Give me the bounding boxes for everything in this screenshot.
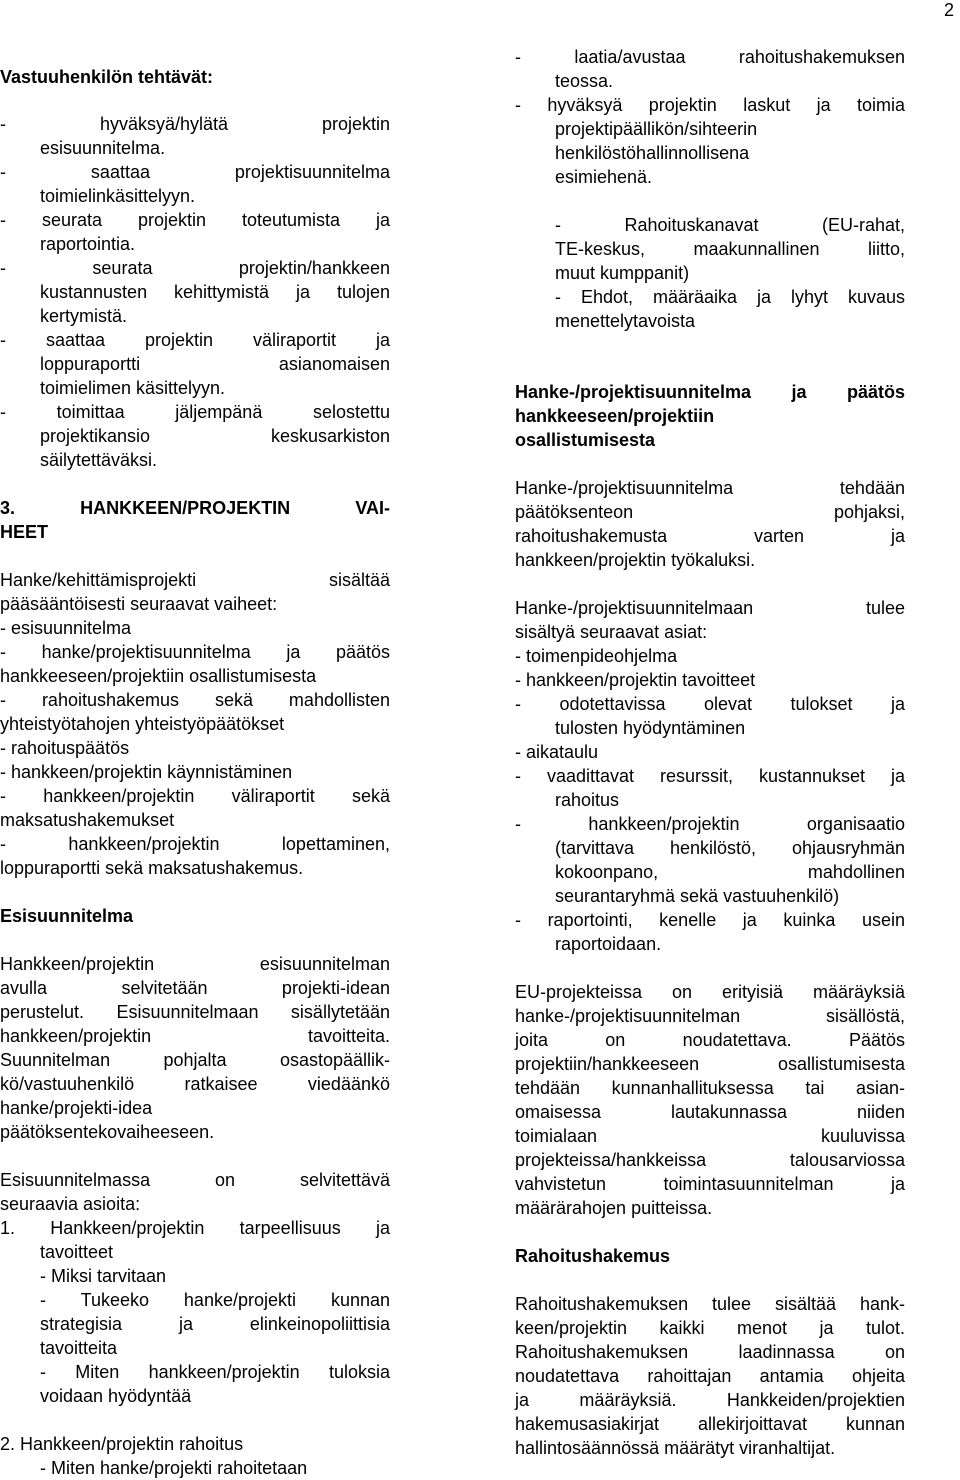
text-line: Suunnitelman pohjalta osastopäällik- xyxy=(0,1050,390,1070)
text-line: projekteissa/hankkeissa talousarviossa xyxy=(515,1150,905,1170)
list-item-cont: raportoidaan. xyxy=(555,934,662,954)
text-line: Hanke-/projektisuunnitelmaan tulee xyxy=(515,598,905,618)
text-line: ja määräyksiä. Hankkeiden/projektien xyxy=(515,1390,905,1410)
text-line: noudatettava rahoittajan antamia ohjeita xyxy=(515,1366,905,1386)
section-heading-plan-cont: osallistumisesta xyxy=(515,430,656,450)
duty-line: projektipäällikön/sihteerin xyxy=(555,119,758,139)
funding-list xyxy=(515,213,905,333)
duty-line: - seurata projektin/hankkeen xyxy=(0,258,390,278)
text-line: Hankkeen/projektin esisuunnitelman xyxy=(0,954,390,974)
text-line: - rahoituspäätös xyxy=(0,738,130,758)
text-line: yhteistyötahojen yhteistyöpäätökset xyxy=(0,714,285,734)
duty-line: - hyväksyä/hylätä projektin xyxy=(0,114,390,134)
plan-paragraph xyxy=(515,476,905,572)
eu-paragraph xyxy=(515,980,905,1220)
text-line: - hankkeen/projektin väliraportit sekä xyxy=(0,786,390,806)
text-line: loppuraportti sekä maksatushakemus. xyxy=(0,858,304,878)
duty-line: - toimittaa jäljempänä selostettu xyxy=(0,402,390,422)
text-line: hankkeen/projektin työkaluksi. xyxy=(515,550,756,570)
text-line: perustelut. Esisuunnitelmaan sisällytetään xyxy=(0,1002,390,1022)
text-line: Rahoitushakemuksen laadinnassa on xyxy=(515,1342,905,1362)
list-item-cont: rahoitus xyxy=(555,790,620,810)
plan-items-list xyxy=(515,644,905,956)
numbered-item-1: 1. Hankkeen/projektin tarpeellisuus ja xyxy=(0,1218,390,1238)
text-line: muut kumppanit) xyxy=(555,263,690,283)
rahoitushakemus-paragraph xyxy=(515,1292,905,1460)
heading-responsible-duties: Vastuuhenkilön tehtävät: xyxy=(0,67,214,87)
numbered-item-1-details xyxy=(0,1240,390,1408)
list-item-cont: (tarvittava henkilöstö, ohjausryhmän xyxy=(555,838,905,858)
text-line: toimialaan kuuluvissa xyxy=(515,1126,905,1146)
duty-line: - saattaa projektin väliraportit ja xyxy=(0,330,390,350)
text-line: määrärahojen puitteissa. xyxy=(515,1198,713,1218)
section-heading-plan: Hanke-/projektisuunnitelma ja päätös xyxy=(515,382,905,402)
text-line: hanke/projekti-idea xyxy=(0,1098,153,1118)
text-line: - Miten hankkeen/projektin tuloksia xyxy=(40,1362,390,1382)
text-line: vahvistetun toimintasuunnitelman ja xyxy=(515,1174,905,1194)
list-item: - toimenpideohjelma xyxy=(515,646,678,666)
text-line: sisältyä seuraavat asiat: xyxy=(515,622,708,642)
text-line: - Rahoituskanavat (EU-rahat, xyxy=(555,215,905,235)
text-line: avulla selvitetään projekti-idean xyxy=(0,978,390,998)
duty-line: raportointia. xyxy=(40,234,136,254)
text-line: seuraavia asioita: xyxy=(0,1194,141,1214)
page-number: 2 xyxy=(943,0,954,20)
duties-list xyxy=(0,112,390,472)
duty-line: - saattaa projektisuunnitelma xyxy=(0,162,390,182)
esisuunnitelma-paragraph xyxy=(0,952,390,1144)
phases-paragraph xyxy=(0,568,390,880)
text-line: - esisuunnitelma xyxy=(0,618,132,638)
text-line: kö/vastuuhenkilö ratkaisee viedäänkö xyxy=(0,1074,390,1094)
duty-line: esimiehenä. xyxy=(555,167,653,187)
duty-line: kertymistä. xyxy=(40,306,128,326)
list-item: - raportointi, kenelle ja kuinka usein xyxy=(515,910,905,930)
text-line: tehdään kunnanhallituksessa tai asian- xyxy=(515,1078,905,1098)
text-line: hakemusasiakirjat allekirjoittavat kunnan xyxy=(515,1414,905,1434)
text-line: päätöksenteon pohjaksi, xyxy=(515,502,905,522)
duty-line: toimielimen käsittelyyn. xyxy=(40,378,226,398)
list-item: - hankkeen/projektin organisaatio xyxy=(515,814,905,834)
duty-line: projektikansio keskusarkiston xyxy=(40,426,390,446)
list-item-cont: tulosten hyödyntäminen xyxy=(555,718,746,738)
duty-line: kustannusten kehittymistä ja tulojen xyxy=(40,282,390,302)
list-item: - vaadittavat resurssit, kustannukset ja xyxy=(515,766,905,786)
text-line: - hankkeen/projektin lopettaminen, xyxy=(0,834,390,854)
text-line: Hanke-/projektisuunnitelma tehdään xyxy=(515,478,905,498)
text-line: - Ehdot, määräaika ja lyhyt kuvaus xyxy=(555,287,905,307)
duty-line: loppuraportti asianomaisen xyxy=(40,354,390,374)
text-line: EU-projekteissa on erityisiä määräyksiä xyxy=(515,982,905,1002)
text-line: Rahoitushakemuksen tulee sisältää hank- xyxy=(515,1294,905,1314)
duty-line: - hyväksyä projektin laskut ja toimia xyxy=(515,95,905,115)
text-line: TE-keskus, maakunnallinen liitto, xyxy=(555,239,905,259)
text-line: - Miksi tarvitaan xyxy=(40,1266,167,1286)
left-column xyxy=(0,0,390,1480)
text-line: - rahoitushakemus sekä mahdollisten xyxy=(0,690,390,710)
duty-line: toimielinkäsittelyyn. xyxy=(40,186,196,206)
text-line: hankkeeseen/projektiin osallistumisesta xyxy=(0,666,317,686)
text-line: keen/projektin kaikki menot ja tulot. xyxy=(515,1318,905,1338)
text-line: projektiin/hankkeeseen osallistumisesta xyxy=(515,1054,905,1074)
section-heading-rahoitushakemus: Rahoitushakemus xyxy=(515,1246,671,1266)
duty-line: - seurata projektin toteutumista ja xyxy=(0,210,390,230)
section-heading-plan-cont: hankkeeseen/projektiin xyxy=(515,406,715,426)
duty-line: säilytettäväksi. xyxy=(40,450,158,470)
duty-line: henkilöstöhallinnollisena xyxy=(555,143,750,163)
list-item-cont: seurantaryhmä sekä vastuuhenkilö) xyxy=(555,886,840,906)
text-line: maksatushakemukset xyxy=(0,810,175,830)
text-line: Esisuunnitelmassa on selvitettävä xyxy=(0,1170,390,1190)
text-line: päätöksentekovaiheeseen. xyxy=(0,1122,215,1142)
text-line: hanke-/projektisuunnitelman sisällöstä, xyxy=(515,1006,905,1026)
section-heading-phases-cont: HEET xyxy=(0,522,49,542)
text-line: - hanke/projektisuunnitelma ja päätös xyxy=(0,642,390,662)
duty-line: - laatia/avustaa rahoitushakemuksen xyxy=(515,47,905,67)
text-line: - Miten hanke/projekti rahoitetaan xyxy=(40,1458,308,1478)
text-line: joita on noudatettava. Päätös xyxy=(515,1030,905,1050)
section-heading-esisuunnitelma: Esisuunnitelma xyxy=(0,906,134,926)
text-line: - Tukeeko hanke/projekti kunnan xyxy=(40,1290,390,1310)
text-line: hankkeen/projektin tavoitteita. xyxy=(0,1026,390,1046)
list-item-cont: kokoonpano, mahdollinen xyxy=(555,862,905,882)
section-heading-phases: 3. HANKKEEN/PROJEKTIN VAI- xyxy=(0,498,390,518)
text-line: strategisia ja elinkeinopoliittisia xyxy=(40,1314,390,1334)
text-line: rahoitushakemusta varten ja xyxy=(515,526,905,546)
text-line: tavoitteita xyxy=(40,1338,118,1358)
right-column xyxy=(515,0,905,1460)
text-line: hallintosäännössä määrätyt viranhaltijat. xyxy=(515,1438,836,1458)
text-line: tavoitteet xyxy=(40,1242,114,1262)
text-line: omaisessa lautakunnassa niiden xyxy=(515,1102,905,1122)
text-line: pääsääntöisesti seuraavat vaiheet: xyxy=(0,594,278,614)
text-line: Hanke/kehittämisprojekti sisältää xyxy=(0,570,390,590)
duty-line: teossa. xyxy=(555,71,614,91)
list-item: - odotettavissa olevat tulokset ja xyxy=(515,694,905,714)
text-line: - hankkeen/projektin käynnistäminen xyxy=(0,762,293,782)
numbered-item-2: 2. Hankkeen/projektin rahoitus xyxy=(0,1434,244,1454)
text-line: menettelytavoista xyxy=(555,311,696,331)
text-line: voidaan hyödyntää xyxy=(40,1386,192,1406)
list-item: - aikataulu xyxy=(515,742,599,762)
duty-line: esisuunnitelma. xyxy=(40,138,166,158)
list-item: - hankkeen/projektin tavoitteet xyxy=(515,670,756,690)
